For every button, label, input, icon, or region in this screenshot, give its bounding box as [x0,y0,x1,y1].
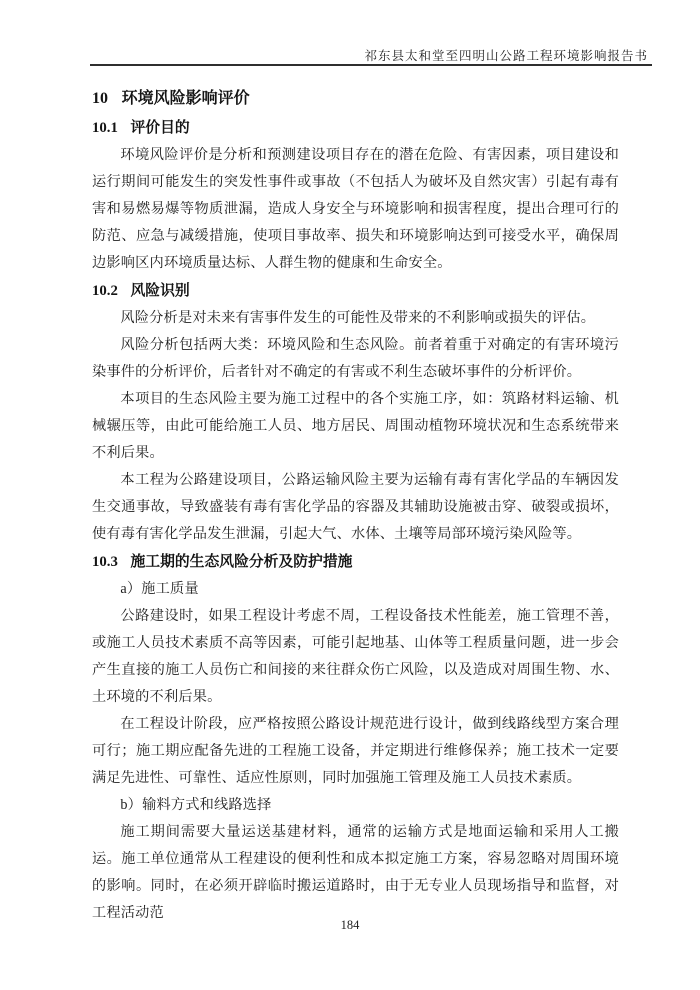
paragraph: 本工程为公路建设项目，公路运输风险主要为运输有毒有害化学品的车辆因发生交通事故，导致盛装有毒有害化学品的容器及其辅助设施被击穿、破裂或损坏，使有毒有害化学品发生泄漏，引起大气、水体、土壤等局部环境污染风险等。 [92,472,619,542]
paragraph: 公路建设时，如果工程设计考虑不周，工程设备技术性能差，施工管理不善，或施工人员技术素质不高等因素，可能引起地基、山体等工程质量问题，进一步会产生直接的施工人员伤亡和间接的来往群众伤亡风险，以及造成对周围生物、水、土环境的不利后果。 [92,608,619,705]
subsection-label-b: b）输料方式和线路选择 [120,797,272,813]
section-heading-10-2 [92,277,619,305]
paragraph: 施工期间需要大量运送基建材料，通常的运输方式是地面运输和采用人工搬运。施工单位通常从工程建设的便利性和成本拟定施工方案，容易忽略对周围环境的影响。同时，在必须开辟临时搬运道路时，由于无专业人员现场指导和监督，对工程活动范 [92,824,619,921]
chapter-number: 10 [92,90,108,107]
paragraph: 在工程设计阶段，应严格按照公路设计规范进行设计，做到线路线型方案合理可行；施工期应配备先进的工程施工设备，并定期进行维修保养；施工技术一定要满足先进性、可靠性、适应性原则，同时加强施工管理及施工人员技术素质。 [92,716,619,786]
paragraph: 环境风险评价是分析和预测建设项目存在的潜在危险、有害因素，项目建设和运行期间可能发生的突发性事件或事故（不包括人为破坏及自然灾害）引起有毒有害和易燃易爆等物质泄漏，造成人身安全与环境影响和损害程度，提出合理可行的防范、应急与减缓措施，使项目事故率、损失和环境影响达到可接受水平，确保周边影响区内环境质量达标、人群生物的健康和生命安全。 [92,147,619,271]
section-title: 评价目的 [130,120,190,136]
paragraph: 风险分析是对未来有害事件发生的可能性及带来的不利影响或损失的评估。 [120,310,596,326]
subsection-label-a: a）施工质量 [120,581,199,597]
section-number: 10.3 [92,554,118,570]
page-number: 184 [340,918,360,932]
section-title: 施工期的生态风险分析及防护措施 [130,554,353,570]
section-number: 10.2 [92,283,118,299]
paragraph: 本项目的生态风险主要为施工过程中的各个实施工序，如：筑路材料运输、机械辗压等，由此可能给施工人员、地方居民、周围动植物环境状况和生态系统带来不利后果。 [92,391,619,461]
chapter-title: 环境风险影响评价 [121,90,250,107]
paragraph: 风险分析包括两大类：环境风险和生态风险。前者着重于对确定的有害环境污染事件的分析评价，后者针对不确定的有害或不利生态破坏事件的分析评价。 [92,337,619,380]
section-number: 10.1 [92,120,118,136]
chapter-heading [92,84,619,114]
header-rule [90,64,652,66]
section-title: 风险识别 [130,283,190,299]
section-heading-10-3 [92,548,619,576]
running-header-title: 祁东县太和堂至四明山公路工程环境影响报告书 [364,49,648,63]
document-body [92,84,619,927]
section-heading-10-1 [92,114,619,142]
